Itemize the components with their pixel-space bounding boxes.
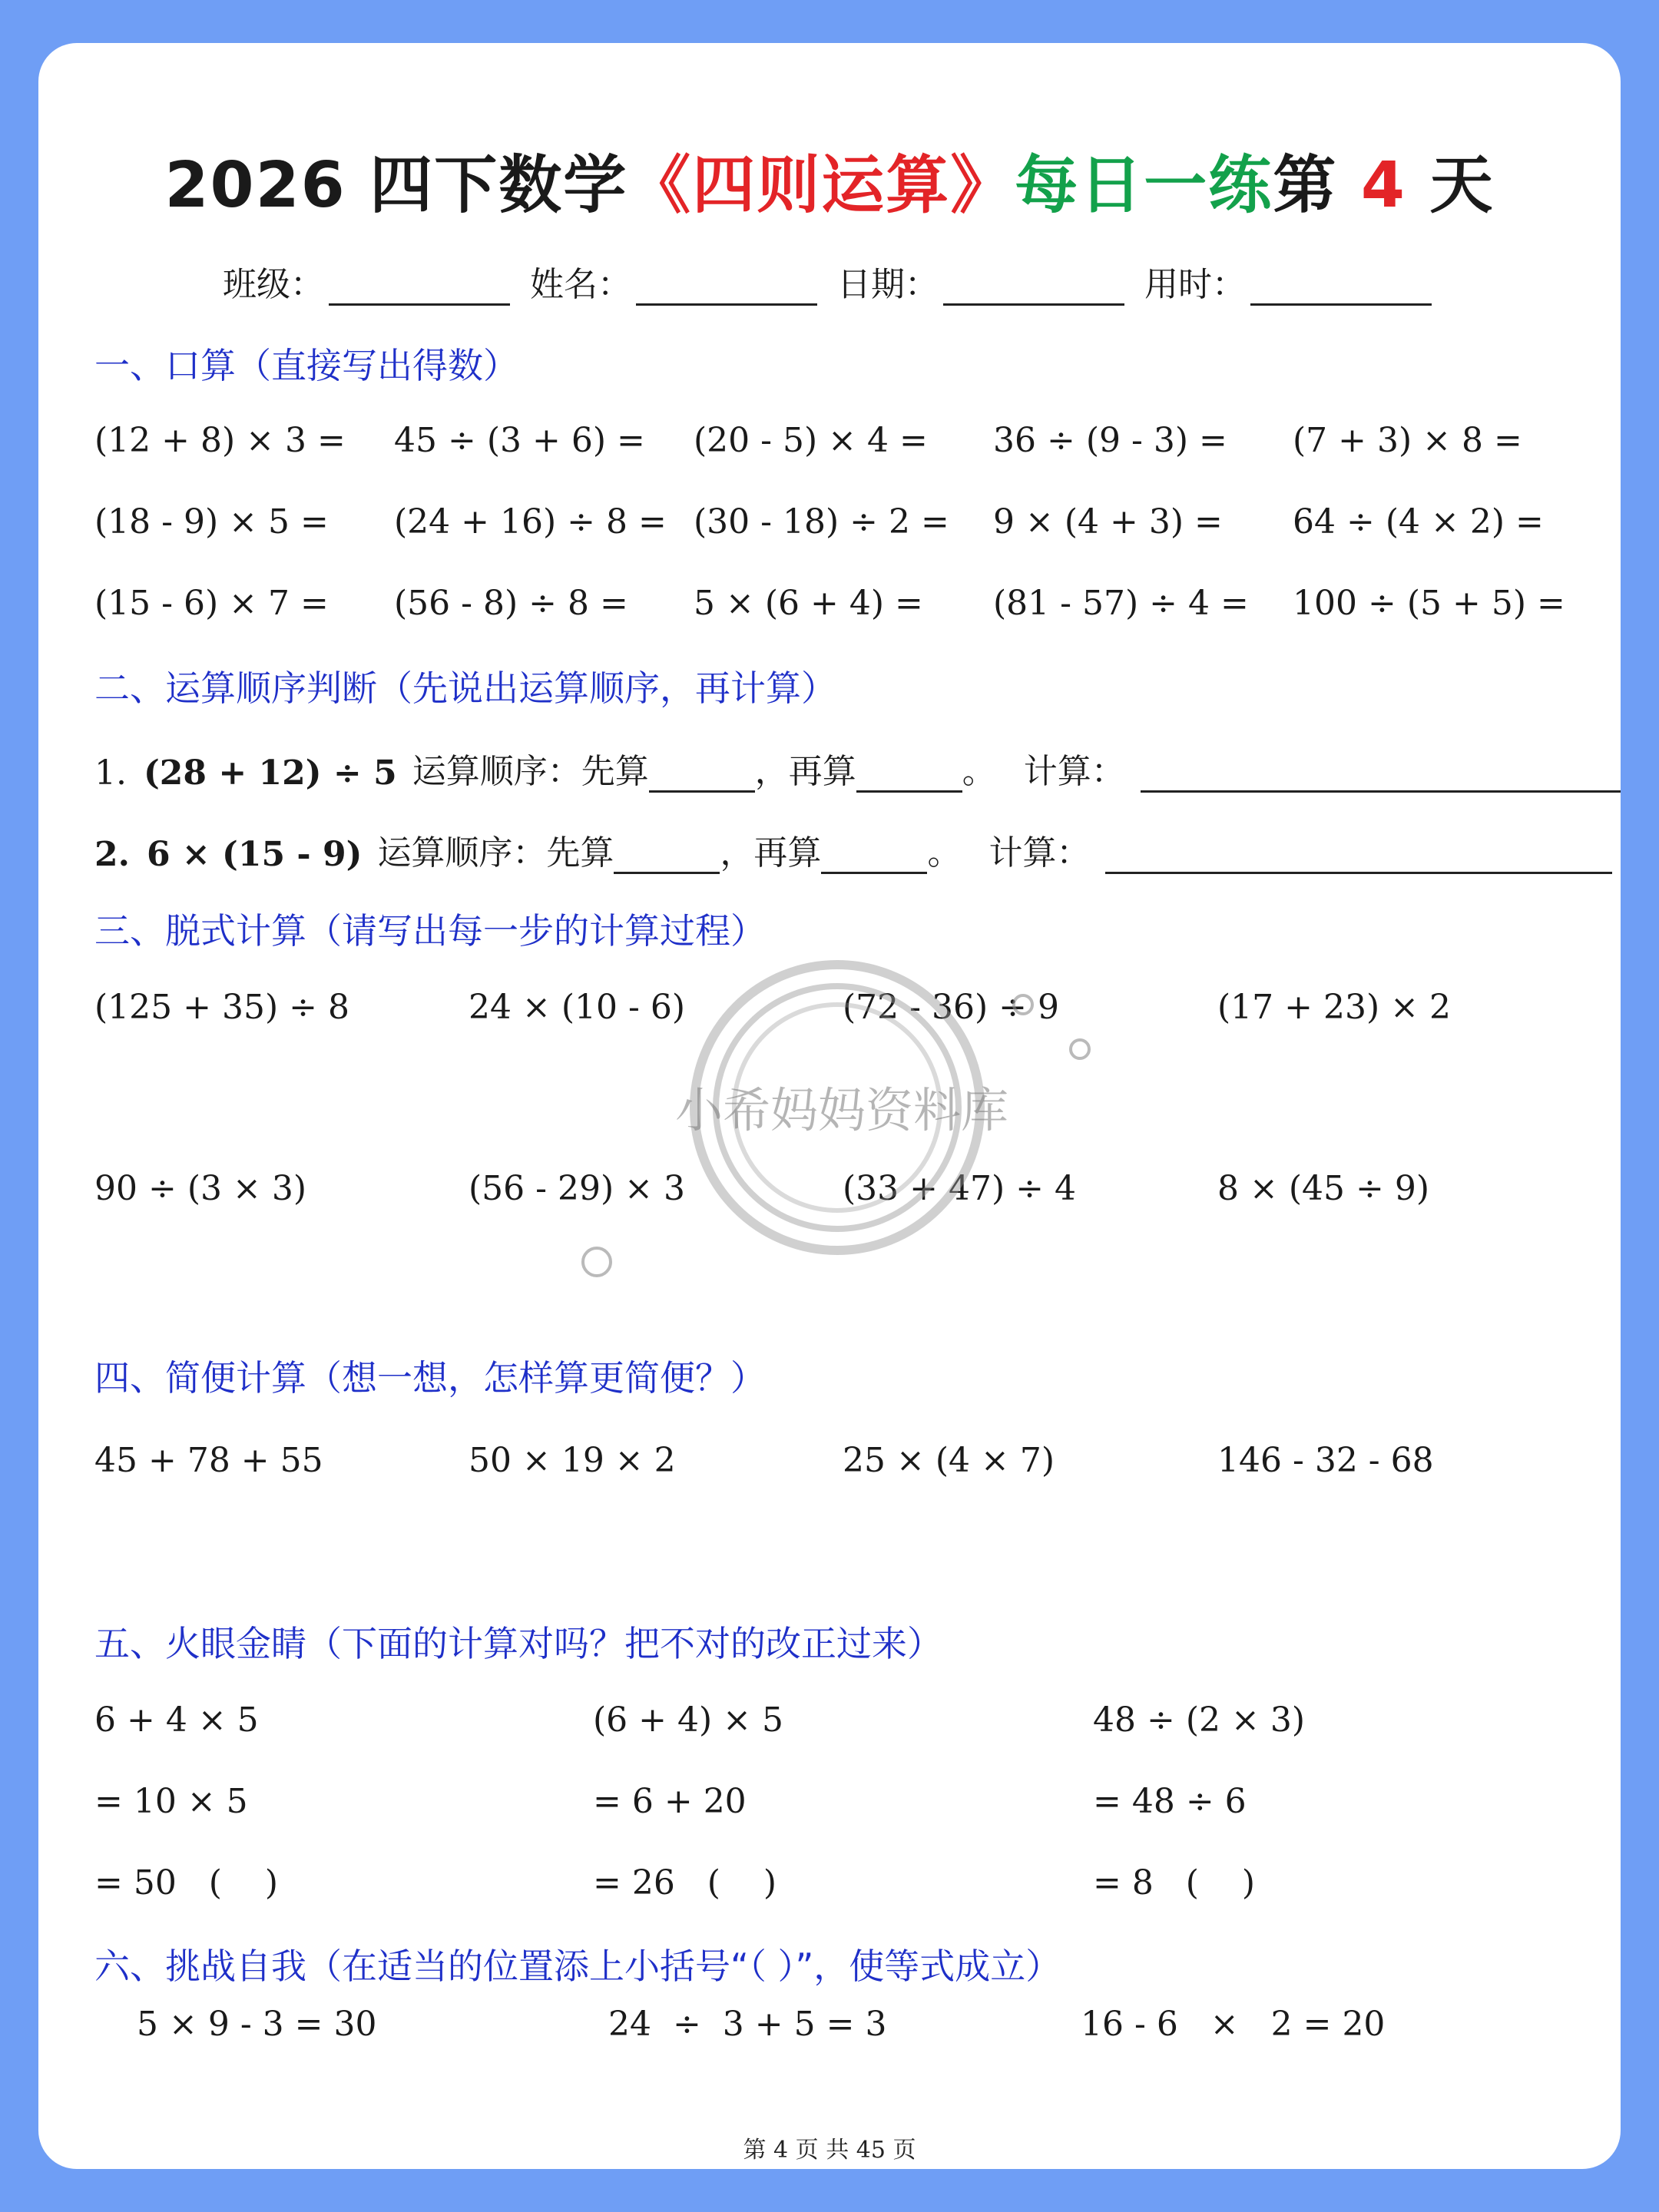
order-q1-prompt: 运算顺序：先算 [412,752,649,791]
simple-problem: 25 × (4 × 7) [843,1441,1055,1480]
oral-problem: (24 + 16) ÷ 8 = [394,502,667,541]
order-q2-mid: ，再算 [720,833,822,873]
step-problem: (33 + 47) ÷ 4 [843,1169,1076,1208]
order-q1-calc-blank[interactable] [1141,760,1621,793]
step-problem: (17 + 23) × 2 [1217,988,1451,1027]
challenge-problem: 5 × 9 - 3 = 30 [137,2005,377,2044]
order-q1-expression: (28 + 12) ÷ 5 [143,753,397,793]
check-problem: 48 ÷ (2 × 3) [1093,1700,1305,1740]
order-q1-second-blank[interactable] [856,760,962,793]
order-q2-calc-label: 计算： [988,833,1091,873]
oral-problem: (12 + 8) × 3 = [94,421,346,460]
order-q2-first-blank[interactable] [614,841,720,874]
check-step: = 50 ( ) [94,1863,279,1902]
title-day-prefix: 第 [1273,149,1361,222]
step-problem: 8 × (45 ÷ 9) [1217,1169,1429,1208]
date-label: 日期： [837,265,939,304]
check-step: = 8 ( ) [1093,1863,1256,1902]
order-q2-calc-blank[interactable] [1105,841,1612,874]
order-q1-number: 1. [94,753,127,793]
oral-problem: 100 ÷ (5 + 5) = [1293,584,1565,623]
date-field [837,257,1124,306]
order-q1-first-blank[interactable] [649,760,755,793]
class-label: 班级： [223,265,324,304]
watermark-dot-icon [1065,1034,1095,1065]
date-blank[interactable] [943,273,1124,306]
oral-problem: 45 ÷ (3 + 6) = [394,421,645,460]
oral-problem: 64 ÷ (4 × 2) = [1293,502,1544,541]
time-field [1144,257,1432,306]
section-1-heading: 一、口算（直接写出得数） [94,345,518,386]
oral-problem: (18 - 9) × 5 = [94,502,329,541]
time-blank[interactable] [1250,273,1432,306]
order-q2-second-blank[interactable] [821,841,927,874]
oral-problem: (81 - 57) ÷ 4 = [993,584,1249,623]
title-year-subject: 2026 四下数学 [164,149,628,222]
simple-problem: 45 + 78 + 55 [94,1441,323,1480]
class-field [223,257,510,306]
check-step: = 10 × 5 [94,1782,248,1821]
oral-problem: (20 - 5) × 4 = [694,421,928,460]
order-question-2 [94,825,1612,874]
watermark-text: 小希妈妈资料库 [674,1082,1008,1138]
section-6-heading: 六、挑战自我（在适当的位置添上小括号“（ ）”，使等式成立） [94,1945,1061,1987]
worksheet-page [38,43,1621,2169]
time-label: 用时： [1144,265,1246,304]
oral-problem: 5 × (6 + 4) = [694,584,923,623]
class-blank[interactable] [329,273,510,306]
check-step: = 6 + 20 [593,1782,747,1821]
page-title [38,135,1621,225]
oral-problem: 9 × (4 + 3) = [993,502,1223,541]
name-blank[interactable] [636,273,817,306]
check-step: = 48 ÷ 6 [1093,1782,1247,1821]
order-q2-prompt: 运算顺序：先算 [377,833,614,873]
step-problem: 90 ÷ (3 × 3) [94,1169,306,1208]
check-step: = 26 ( ) [593,1863,777,1902]
order-q2-expression: 6 × (15 - 9) [146,835,363,874]
simple-problem: 50 × 19 × 2 [469,1441,676,1480]
order-q1-mid: ，再算 [754,752,856,791]
step-problem: (56 - 29) × 3 [469,1169,685,1208]
oral-problem: 36 ÷ (9 - 3) = [993,421,1227,460]
name-label: 姓名： [530,265,631,304]
challenge-problem: 16 - 6 × 2 = 20 [1081,2005,1386,2044]
student-info-row [223,257,1452,306]
step-problem: (72 - 36) ÷ 9 [843,988,1059,1027]
page-footer: 第 4 页 共 45 页 [743,2137,916,2164]
simple-problem: 146 - 32 - 68 [1217,1441,1434,1480]
watermark-dot-icon [1008,989,1038,1020]
oral-problem: (7 + 3) × 8 = [1293,421,1522,460]
title-day-suffix: 天 [1406,149,1495,222]
order-q1-calc-label: 计算： [1023,752,1125,791]
challenge-problem: 24 ÷ 3 + 5 = 3 [608,2005,887,2044]
check-problem: 6 + 4 × 5 [94,1700,259,1740]
oral-problem: (30 - 18) ÷ 2 = [694,502,949,541]
title-daily: 每日一练 [1015,149,1273,222]
step-problem: (125 + 35) ÷ 8 [94,988,349,1027]
section-2-heading: 二、运算顺序判断（先说出运算顺序，再计算） [94,667,836,709]
watermark-dot-icon [578,1243,616,1281]
order-q2-end: 。 [927,833,962,873]
title-day-number: 4 [1360,149,1406,222]
step-problem: 24 × (10 - 6) [469,988,685,1027]
check-problem: (6 + 4) × 5 [593,1700,783,1740]
section-5-heading: 五、火眼金睛（下面的计算对吗？把不对的改正过来） [94,1623,942,1664]
order-question-1 [94,743,1621,793]
section-4-heading: 四、简便计算（想一想，怎样算更简便？） [94,1357,766,1399]
section-3-heading: 三、脱式计算（请写出每一步的计算过程） [94,910,766,952]
oral-problem: (56 - 8) ÷ 8 = [394,584,628,623]
order-q2-number: 2. [94,835,130,874]
order-q1-end: 。 [962,752,996,791]
title-topic: 《四则运算》 [628,149,1015,222]
oral-problem: (15 - 6) × 7 = [94,584,329,623]
name-field [530,257,817,306]
